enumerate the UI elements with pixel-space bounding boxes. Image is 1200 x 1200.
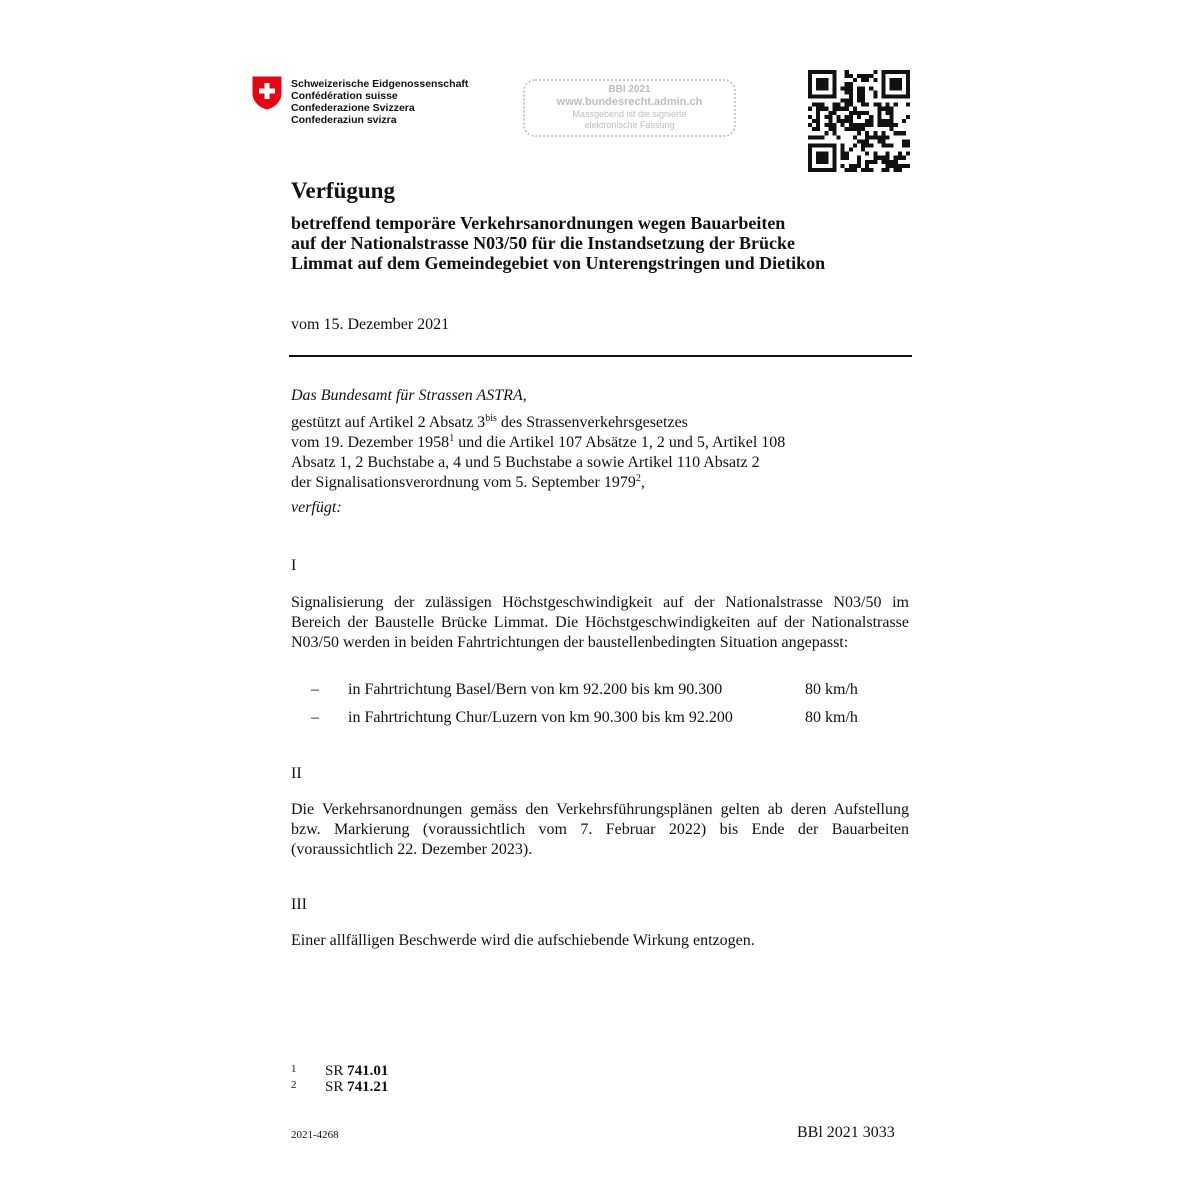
footnote-text (325, 1079, 388, 1096)
horizontal-divider (289, 355, 912, 357)
legal-basis-line (291, 433, 785, 453)
document-subtitle (291, 213, 825, 273)
basis-text: , (640, 474, 645, 491)
bbl-reference: BBl 2021 3033 (797, 1124, 895, 1141)
federation-name-de: Schweizerische Eidgenossenschaft (291, 78, 469, 90)
section-3-text: Einer allfälligen Beschwerde wird die aufschiebende Wirkung entzogen. (291, 932, 755, 949)
basis-text: und die Artikel 107 Absätze 1, 2 und 5, Artikel 108 (454, 434, 786, 451)
legal-basis-line (291, 473, 785, 493)
federation-name-rm: Confederaziun svizra (291, 114, 397, 126)
speed-limit-item: in Fahrtrichtung Basel/Bern von km 92.200 bis km 90.300 (348, 681, 723, 698)
stamp-line-4: elektronische Fassung (584, 120, 675, 130)
section-numeral-1: I (291, 557, 297, 574)
section-numeral-3: III (291, 896, 307, 913)
stamp-line-3: Massgebend ist die signierte (572, 109, 687, 119)
basis-text: vom 19. Dezember 1958 (291, 434, 450, 451)
document-date: vom 15. Dezember 2021 (291, 316, 450, 333)
federation-names (291, 78, 468, 126)
speed-limit-value: 80 km/h (805, 709, 858, 726)
footnote-number: 1 (291, 1063, 297, 1075)
section-1-text: Signalisierung der zulässigen Höchstgeschwindigkeit auf der Nationalstrasse N03/50 im Bereich der Baustelle Brücke Limmat. Die Höchstgeschwindigkeiten auf der Nationalstrasse N03/50 werden in beiden Fahrtrichtungen der baustellenbedingten Situation angepasst: (291, 594, 909, 651)
federation-name-fr: Confédération suisse (291, 90, 398, 102)
basis-text: des Strassenverkehrsgesetzes (496, 414, 688, 431)
section-numeral-2: II (291, 765, 302, 782)
list-dash: – (311, 681, 319, 698)
footnote-sr-number[interactable]: 741.21 (347, 1079, 389, 1095)
document-title: Verfügung (291, 178, 395, 203)
footnote-ref-1[interactable]: 1 (449, 433, 455, 444)
qr-code-icon (808, 70, 910, 172)
subtitle-line: auf der Nationalstrasse N03/50 für die Instandsetzung der Brücke (291, 233, 796, 253)
footnote-prefix: SR (325, 1063, 348, 1079)
basis-text: der Signalisationsverordnung vom 5. September 1979 (291, 474, 636, 491)
speed-limit-value: 80 km/h (805, 681, 858, 698)
footnote-sr-number[interactable]: 741.01 (347, 1063, 389, 1079)
section-2-text: Die Verkehrsanordnungen gemäss den Verkehrsführungsplänen gelten ab deren Aufstellung bzw. Markierung (voraussichtlich vom 7. Februar 2022) bis Ende der Bauarbeiten (voraussichtlich 22. Dezember 2023). (291, 801, 909, 858)
issuing-authority: Das Bundesamt für Strassen ASTRA, (291, 387, 527, 404)
footnote-number: 2 (291, 1079, 297, 1091)
footnote-ref-2[interactable]: 2 (635, 473, 641, 484)
stamp-line-1: BBl 2021 (608, 84, 651, 95)
legal-basis-line: Absatz 1, 2 Buchstabe a, 4 und 5 Buchstabe a sowie Artikel 110 Absatz 2 (291, 454, 760, 471)
document-number: 2021-4268 (291, 1129, 339, 1141)
list-dash: – (311, 709, 319, 726)
footnote-prefix: SR (325, 1079, 348, 1095)
footnote-text (325, 1063, 388, 1080)
swiss-coat-of-arms-icon (252, 76, 282, 110)
subtitle-line: betreffend temporäre Verkehrsanordnungen wegen Bauarbeiten (291, 213, 786, 233)
orders-phrase: verfügt: (291, 499, 342, 516)
speed-limit-item: in Fahrtrichtung Chur/Luzern von km 90.300 bis km 92.200 (348, 709, 733, 726)
authenticity-stamp (523, 79, 736, 137)
legal-basis (291, 413, 785, 493)
stamp-url: www.bundesrecht.admin.ch (556, 96, 703, 108)
subtitle-line: Limmat auf dem Gemeindegebiet von Unterengstringen und Dietikon (291, 253, 826, 273)
superscript-bis: bis (485, 413, 497, 424)
federation-name-it: Confederazione Svizzera (291, 102, 415, 114)
legal-basis-line (291, 413, 785, 433)
basis-text: gestützt auf Artikel 2 Absatz 3 (291, 414, 486, 431)
